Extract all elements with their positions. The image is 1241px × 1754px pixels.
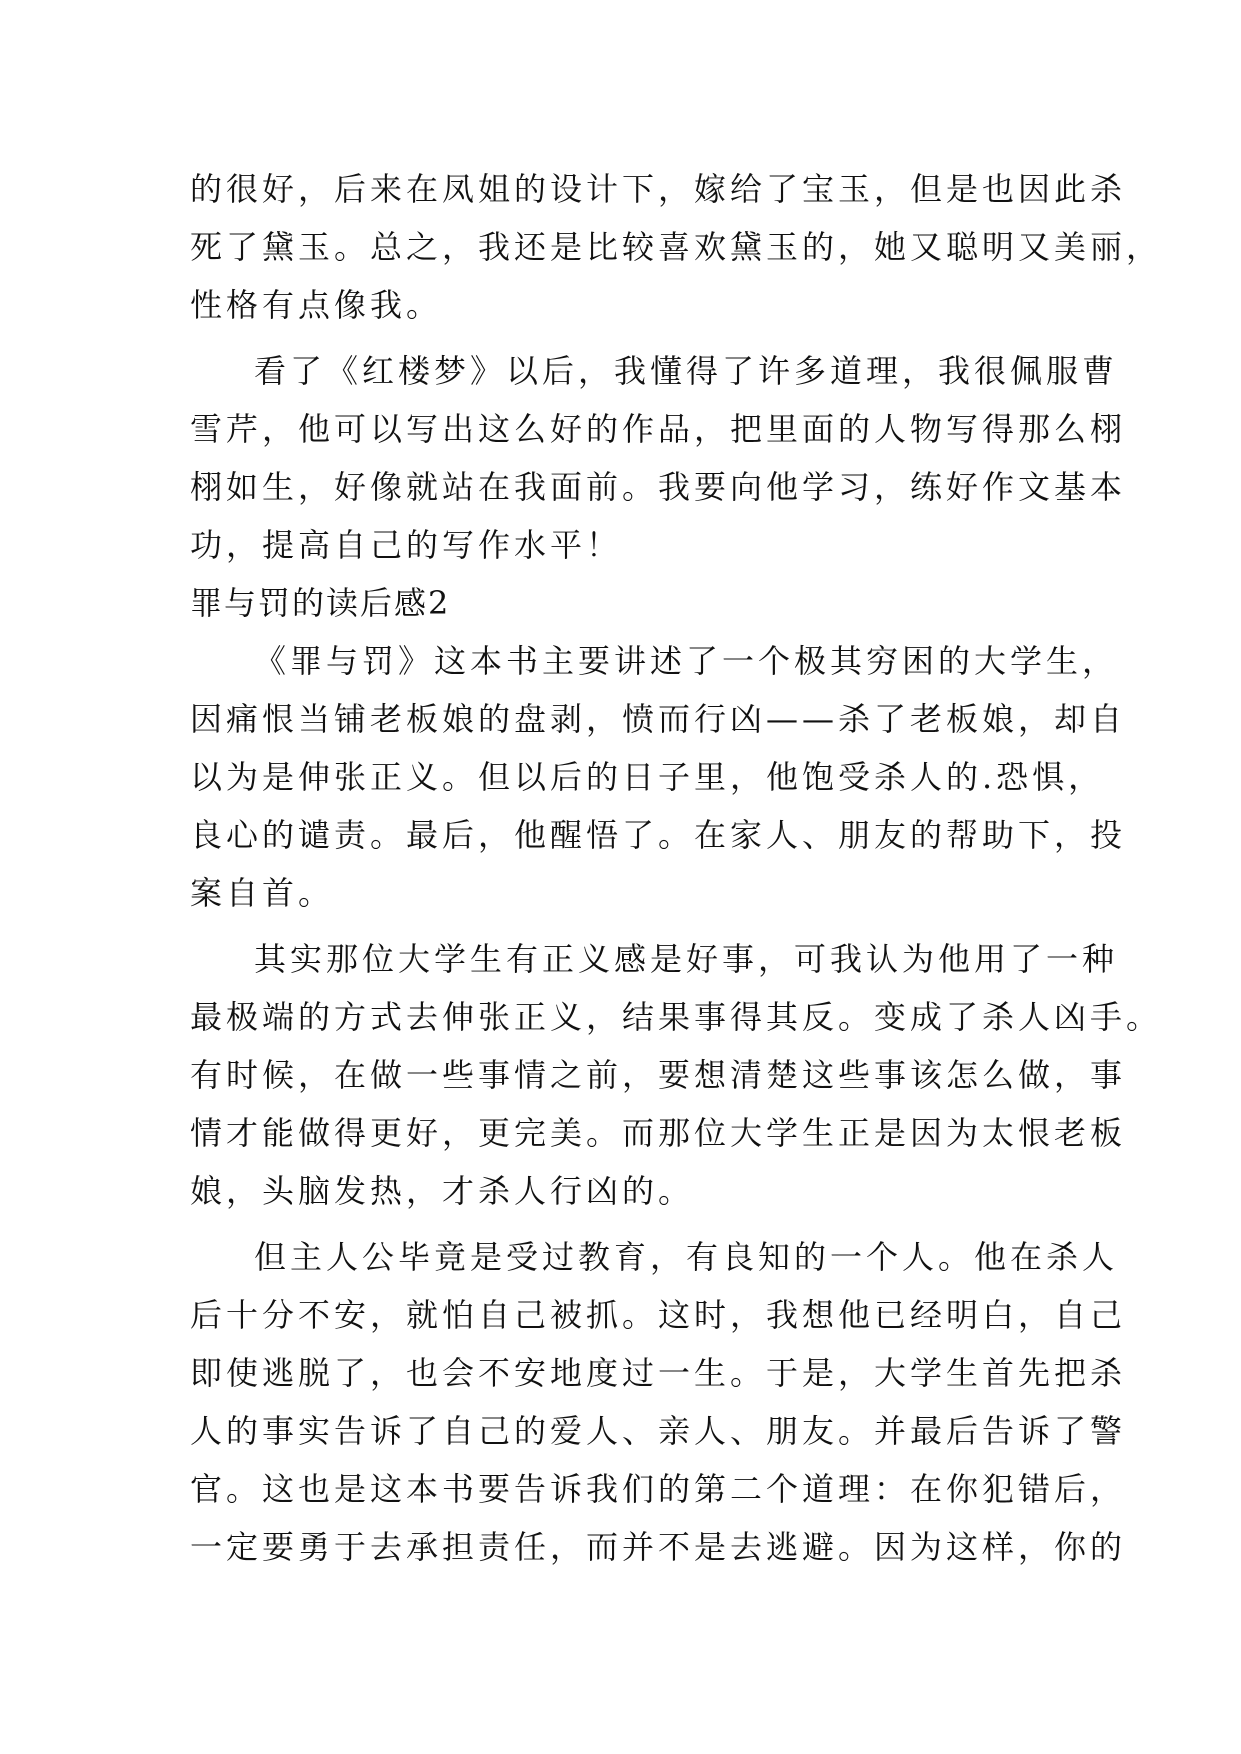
- text-line: 性格有点像我。: [190, 286, 443, 324]
- text-line: 官。这也是这本书要告诉我们的第二个道理：在你犯错后，: [190, 1470, 1127, 1508]
- text-line: 死了黛玉。总之，我还是比较喜欢黛玉的，她又聪明又美丽，: [190, 228, 1163, 266]
- text-line: 娘，头脑发热，才杀人行凶的。: [190, 1172, 695, 1210]
- text-line: 但主人公毕竟是受过教育，有良知的一个人。他在杀人: [254, 1238, 1119, 1276]
- text-line: 栩如生，好像就站在我面前。我要向他学习，练好作文基本: [190, 468, 1127, 506]
- text-line: 人的事实告诉了自己的爱人、亲人、朋友。并最后告诉了警: [190, 1412, 1127, 1450]
- paragraph: [190, 342, 1127, 574]
- text-line: 看了《红楼梦》以后，我懂得了许多道理，我很佩服曹: [254, 352, 1119, 390]
- text-line: 因痛恨当铺老板娘的盘剥，愤而行凶——杀了老板娘，却自: [190, 700, 1127, 738]
- text-line: 后十分不安，就怕自己被抓。这时，我想他已经明白，自己: [190, 1296, 1127, 1334]
- text-line: 情才能做得更好，更完美。而那位大学生正是因为太恨老板: [190, 1114, 1127, 1152]
- paragraph: [190, 930, 1163, 1220]
- text-line: 功，提高自己的写作水平！: [190, 526, 623, 564]
- text-line: 有时候，在做一些事情之前，要想清楚这些事该怎么做，事: [190, 1056, 1127, 1094]
- text-line: 良心的谴责。最后，他醒悟了。在家人、朋友的帮助下，投: [190, 816, 1127, 854]
- text-line: 的很好，后来在凤姐的设计下，嫁给了宝玉，但是也因此杀: [190, 170, 1127, 208]
- paragraph: [190, 1228, 1127, 1576]
- text-line: 案自首。: [190, 874, 335, 912]
- paragraph-continuation: [190, 160, 1163, 334]
- text-line: 其实那位大学生有正义感是好事，可我认为他用了一种: [254, 940, 1119, 978]
- document-body: [190, 160, 1163, 1576]
- text-line: 即使逃脱了，也会不安地度过一生。于是，大学生首先把杀: [190, 1354, 1127, 1392]
- text-line: 一定要勇于去承担责任，而并不是去逃避。因为这样，你的: [190, 1528, 1127, 1566]
- section-heading: 罪与罚的读后感2: [190, 584, 451, 622]
- text-line: 以为是伸张正义。但以后的日子里，他饱受杀人的.恐惧，: [190, 758, 1105, 796]
- text-line: 雪芹，他可以写出这么好的作品，把里面的人物写得那么栩: [190, 410, 1127, 448]
- paragraph: [190, 632, 1127, 922]
- text-line: 《罪与罚》这本书主要讲述了一个极其穷困的大学生，: [254, 642, 1119, 680]
- text-line: 最极端的方式去伸张正义，结果事得其反。变成了杀人凶手。: [190, 998, 1163, 1036]
